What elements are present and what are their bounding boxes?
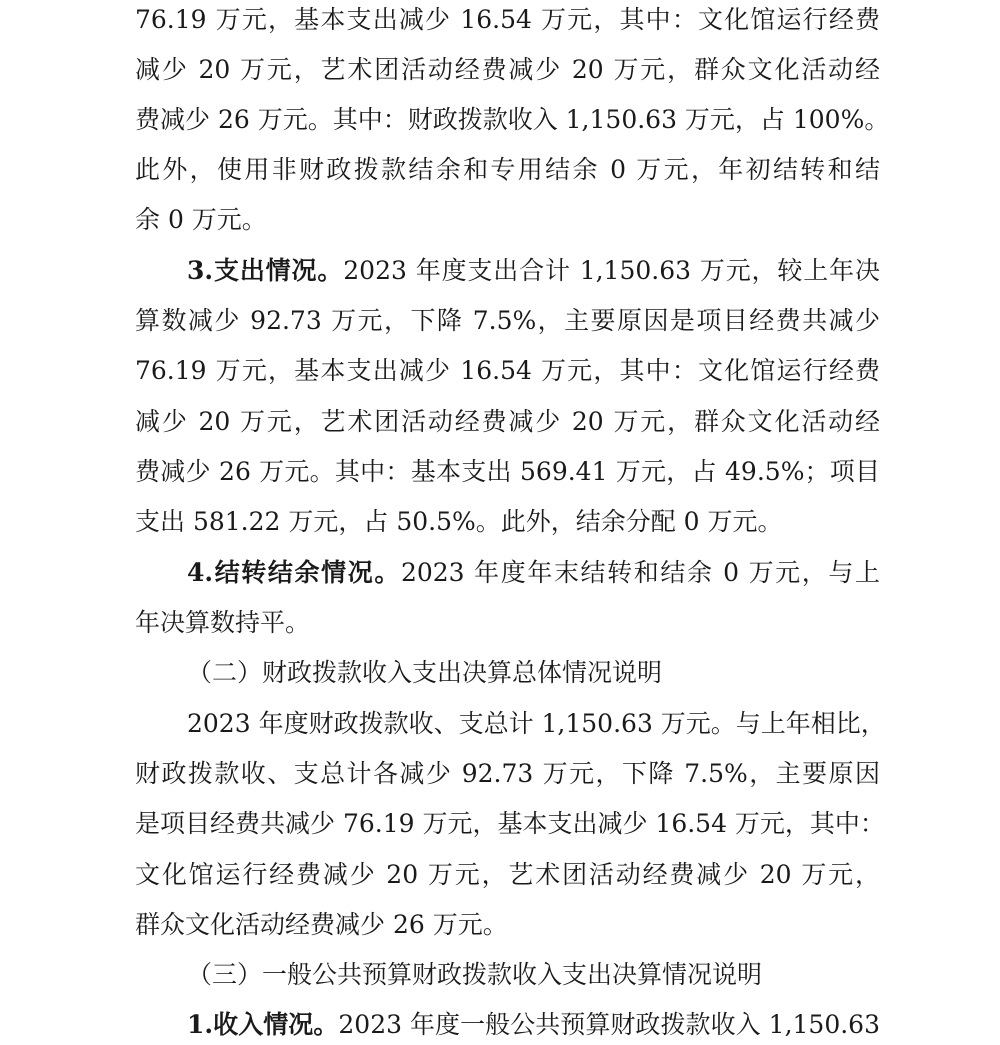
paragraph-line: 算数减少 92.73 万元，下降 7.5%，主要原因是项目经费共减少 [135, 306, 880, 335]
paragraph-text: 2023 年度年末结转和结余 0 万元，与上 [400, 558, 881, 587]
paragraph-line: 群众文化活动经费减少 26 万元。 [135, 910, 508, 939]
paragraph-text: 2023 年度支出合计 1,150.63 万元，较上年决 [343, 256, 880, 285]
paragraph-line: 76.19 万元，基本支出减少 16.54 万元，其中：文化馆运行经费 [135, 5, 880, 34]
paragraph-line: 此外，使用非财政拨款结余和专用结余 0 万元，年初结转和结 [135, 155, 880, 184]
paragraph-text: 2023 年度一般公共预算财政拨款收入 1,150.63 [338, 1010, 880, 1039]
section-heading-carryover: 4.结转结余情况。 [187, 558, 401, 587]
subsection-heading-3: （三）一般公共预算财政拨款收入支出决算情况说明 [187, 960, 763, 989]
paragraph-line: 财政拨款收、支总计各减少 92.73 万元，下降 7.5%，主要原因 [135, 759, 880, 788]
subsection-heading-2: （二）财政拨款收入支出决算总体情况说明 [187, 658, 663, 687]
paragraph-line: 费减少 26 万元。其中：基本支出 569.41 万元，占 49.5%；项目 [135, 457, 880, 486]
section-expenditure-first-line [187, 251, 880, 291]
paragraph-line: 减少 20 万元，艺术团活动经费减少 20 万元，群众文化活动经 [135, 55, 880, 84]
paragraph-line: 年决算数持平。 [135, 608, 311, 637]
paragraph-line: 76.19 万元，基本支出减少 16.54 万元，其中：文化馆运行经费 [135, 356, 880, 385]
paragraph-line: 是项目经费共减少 76.19 万元，基本支出减少 16.54 万元，其中： [135, 809, 885, 838]
section-heading-expenditure: 3.支出情况。 [187, 256, 344, 285]
paragraph-line: 余 0 万元。 [135, 205, 267, 234]
section-income-first-line [187, 1005, 880, 1045]
section-carryover-first-line [187, 553, 880, 593]
paragraph-line: 减少 20 万元，艺术团活动经费减少 20 万元，群众文化活动经 [135, 407, 880, 436]
section-heading-income: 1.收入情况。 [187, 1010, 339, 1039]
paragraph-line: 2023 年度财政拨款收、支总计 1,150.63 万元。与上年相比， [187, 709, 886, 738]
paragraph-line: 费减少 26 万元。其中：财政拨款收入 1,150.63 万元，占 100%。 [135, 105, 890, 134]
paragraph-line: 支出 581.22 万元，占 50.5%。此外，结余分配 0 万元。 [135, 507, 783, 536]
paragraph-line: 文化馆运行经费减少 20 万元，艺术团活动经费减少 20 万元， [135, 860, 880, 889]
